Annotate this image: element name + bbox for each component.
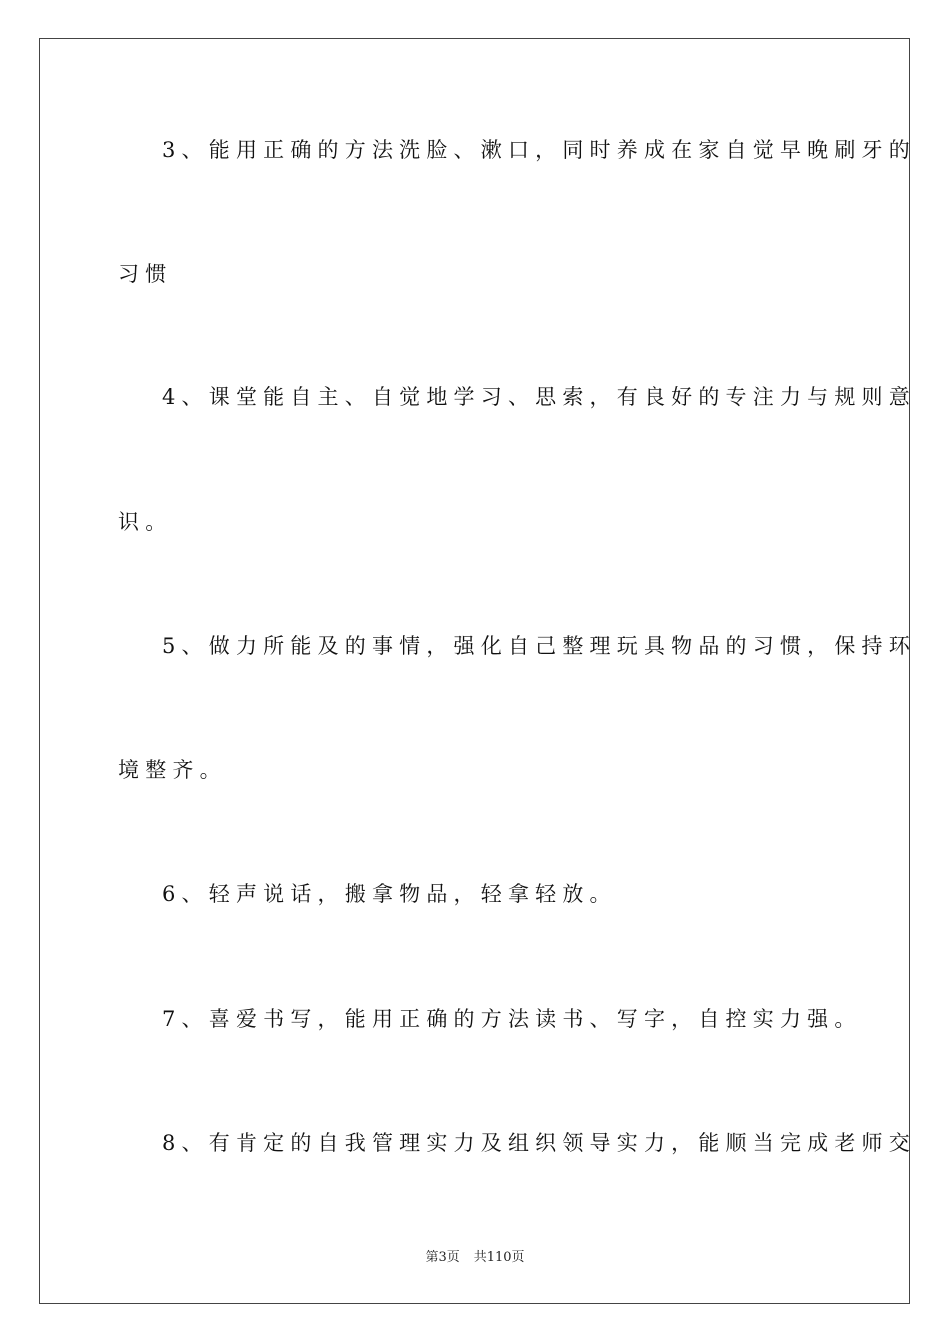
page-total: 共110页 (473, 1250, 525, 1265)
paragraph-7-line-1: 7、喜爱书写，能用正确的方法读书、写字，自控实力强。 (162, 1007, 862, 1031)
page-number: 第3页 (425, 1250, 460, 1265)
paragraph-5-line-2: 境整齐。 (118, 758, 227, 782)
paragraph-4-line-1: 4、课堂能自主、自觉地学习、思索，有良好的专注力与规则意 (162, 385, 916, 409)
paragraph-5-line-1: 5、做力所能及的事情，强化自己整理玩具物品的习惯，保持环 (162, 634, 916, 658)
paragraph-4-line-2: 识。 (118, 510, 173, 534)
page-footer (0, 1246, 950, 1265)
paragraph-8-line-1: 8、有肯定的自我管理实力及组织领导实力，能顺当完成老师交 (162, 1131, 916, 1155)
paragraph-3-line-2: 习惯 (118, 262, 173, 286)
paragraph-3-line-1: 3、能用正确的方法洗脸、漱口，同时养成在家自觉早晚刷牙的 (162, 138, 916, 162)
paragraph-6-line-1: 6、轻声说话，搬拿物品，轻拿轻放。 (162, 882, 617, 906)
page-frame (39, 38, 910, 1304)
